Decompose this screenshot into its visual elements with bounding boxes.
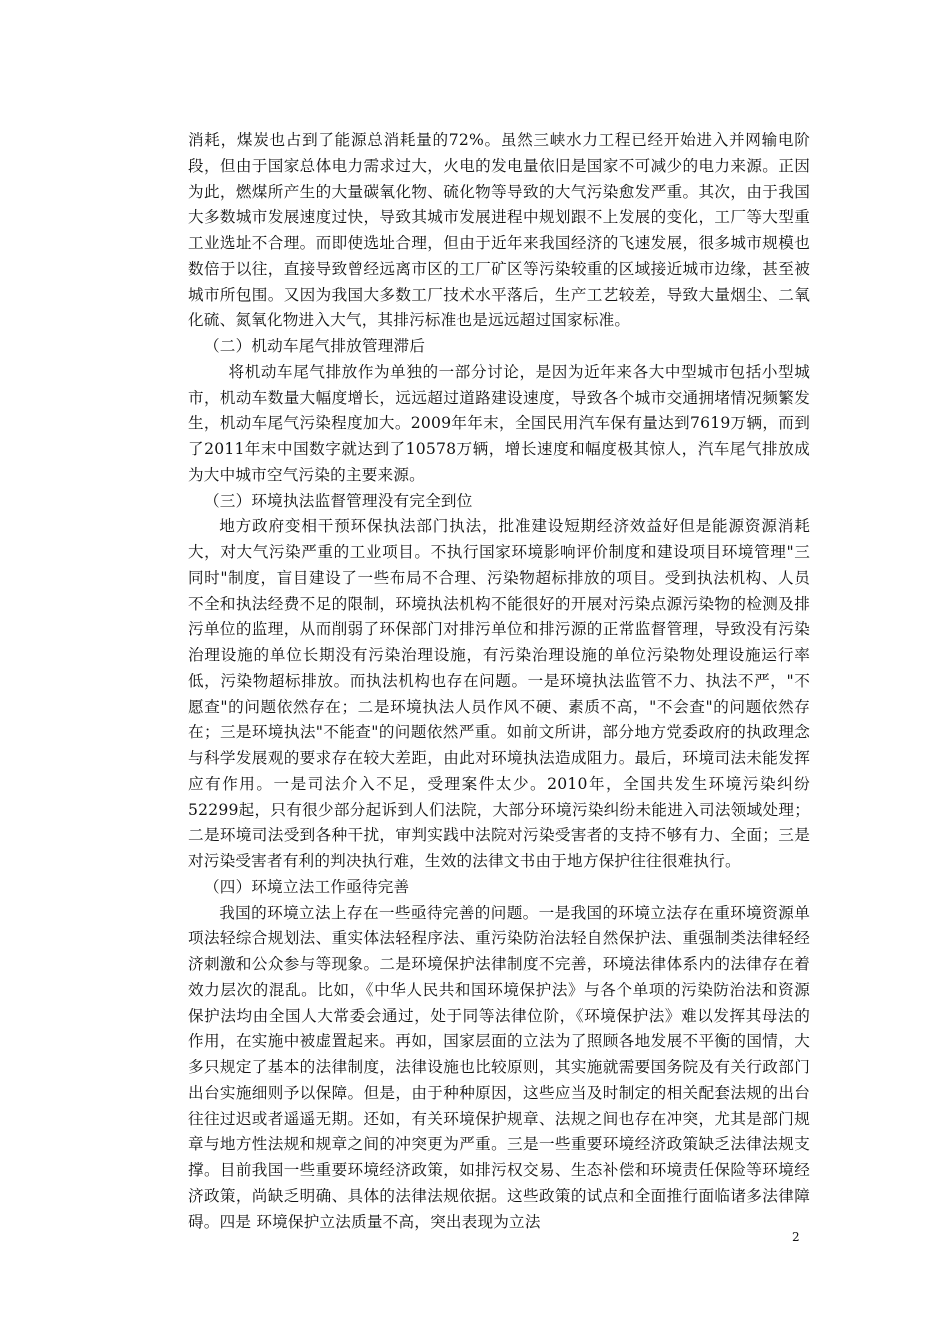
paragraph-legislation: 我国的环境立法上存在一些亟待完善的问题。一是我国的环境立法存在重环境资源单项法轻综合规划法、重实体法轻程序法、重污染防治法轻自然保护法、重强制类法律轻经济刺激和公众参与等现象。二是环境保护法律制度不完善，环境法律体系内的法律存在着效力层次的混乱。比如，《中华人民共和国环境保护法》与各个单项的污染防治法和资源保护法均由全国人大常委会通过，处于同等法律位阶，《环境保护法》难以发挥其母法的作用，在实施中被虚置起来。再如，国家层面的立法为了照顾各地发展不平衡的国情，大多只规定了基本的法律制度，法律设施也比较原则，其实施就需要国务院及有关行政部门出台实施细则予以保障。但是，由于种种原因，这些应当及时制定的相关配套法规的出台往往过迟或者遥遥无期。还如，有关环境保护规章、法规之间也存在冲突，尤其是部门规章与地方性法规和规章之间的冲突更为严重。三是一些重要环境经济政策缺乏法律法规支撑。目前我国一些重要环境经济政策，如排污权交易、生态补偿和环境责任保险等环境经济政策，尚缺乏明确、具体的法律法规依据。这些政策的试点和全面推行面临诸多法律障碍。四是 环境保护立法质量不高，突出表现为立法: [188, 903, 810, 1231]
section-heading-legislation: （四）环境立法工作亟待完善: [204, 877, 410, 896]
paragraph-law-enforcement: 地方政府变相干预环保执法部门执法，批准建设短期经济效益好但是能源资源消耗大，对大气污染严重的工业项目。不执行国家环境影响评价制度和建设项目环境管理"三同时"制度，盲目建设了一些布局不合理、污染物超标排放的项目。受到执法机构、人员不全和执法经费不足的限制，环境执法机构不能很好的开展对污染点源污染物的检测及排污单位的监理，从而削弱了环保部门对排污单位和排污源的正常监督管理，导致没有污染治理设施的单位长期没有污染治理设施，有污染治理设施的单位污染物处理设施运行率低，污染物超标排放。而执法机构也存在问题。一是环境执法监管不力、执法不严，"不愿查"的问题依然存在；二是环境执法人员作风不硬、素质不高，"不会查"的问题依然存在；三是环境执法"不能查"的问题依然严重。如前文所讲，部分地方党委政府的执政理念与科学发展观的要求存在较大差距，由此对环境执法造成阻力。最后，环境司法未能发挥应有作用。一是司法介入不足，受理案件太少。2010年，全国共发生环境污染纠纷52299起，只有很少部分起诉到人们法院，大部分环境污染纠纷未能进入司法领域处理；二是环境司法受到各种干扰，审判实践中法院对污染受害者的支持不够有力、全面；三是对污染受害者有利的判决执行难，生效的法律文书由于地方保护往往很难执行。: [188, 517, 810, 870]
document-body: [188, 128, 810, 1235]
section-heading-law-enforcement: （三）环境执法监督管理没有完全到位: [204, 491, 473, 510]
paragraph-energy-consumption: 消耗，煤炭也占到了能源总消耗量的72%。虽然三峡水力工程已经开始进入并网输电阶段，但由于国家总体电力需求过大，火电的发电量依旧是国家不可减少的电力来源。正因为此，燃煤所产生的大量碳氧化物、硫化物等导致的大气污染愈发严重。其次，由于我国大多数城市发展速度过快，导致其城市发展进程中规划跟不上发展的变化，工厂等大型重工业选址不合理。而即使选址合理，但由于近年来我国经济的飞速发展，很多城市规模也数倍于以往，直接导致曾经远离市区的工厂矿区等污染较重的区域接近城市边缘，甚至被城市所包围。又因为我国大多数工厂技术水平落后，生产工艺较差，导致大量烟尘、二氧化硫、氮氧化物进入大气，其排污标准也是远远超过国家标准。: [188, 131, 810, 330]
paragraph-vehicle-exhaust: 将机动车尾气排放作为单独的一部分讨论，是因为近年来各大中型城市包括小型城市，机动车数量大幅度增长，远远超过道路建设速度，导致各个城市交通拥堵情况频繁发生，机动车尾气污染程度加大。2009年年末，全国民用汽车保有量达到7619万辆，而到了2011年末中国数字就达到了10578万辆，增长速度和幅度极其惊人，汽车尾气排放成为大中城市空气污染的主要来源。: [188, 362, 810, 484]
page-number: 2: [792, 1230, 800, 1244]
section-heading-vehicle-exhaust: （二）机动车尾气排放管理滞后: [204, 337, 426, 355]
